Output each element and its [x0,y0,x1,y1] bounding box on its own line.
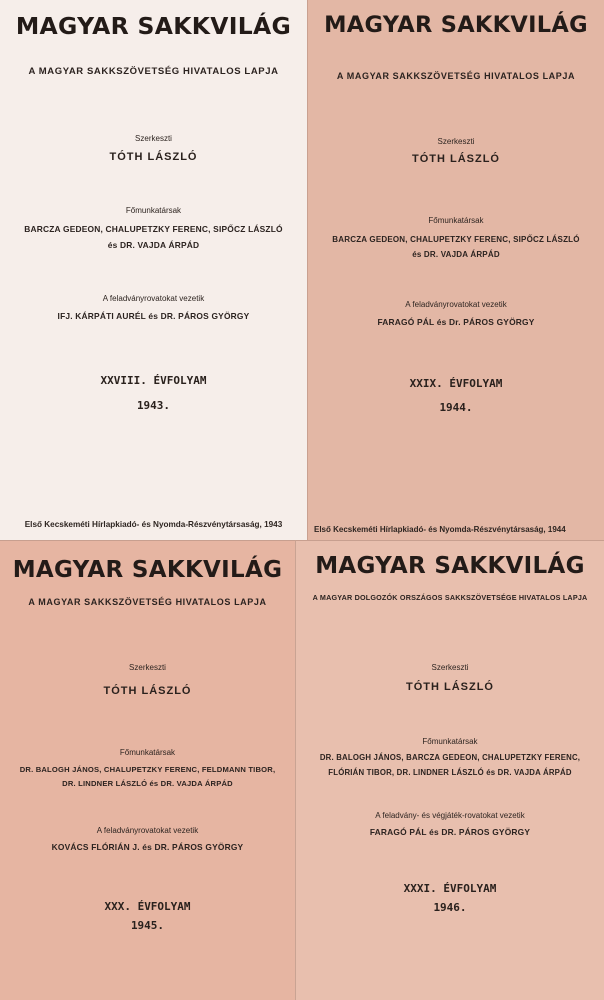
staff-label: Főmunkatársak [422,737,478,746]
volume: XXVIII. ÉVFOLYAM [100,374,207,387]
year: 1944. [439,401,473,414]
staff-line-1: DR. BALOGH JÁNOS, BARCZA GEDEON, CHALUPETZKY FERENC, [319,753,581,762]
volume: XXIX. ÉVFOLYAM [409,377,503,390]
editor-label: Szerkeszti [437,137,475,146]
printer-imprint: Első Kecskeméti Hírlapkiadó- és Nyomda-Részvénytársaság, 1944 [314,525,566,534]
staff-line-1: BARCZA GEDEON, CHALUPETZKY FERENC, SIPŐCZ LÁSZLÓ [24,224,283,234]
staff-line-1: BARCZA GEDEON, CHALUPETZKY FERENC, SIPŐCZ LÁSZLÓ [332,235,580,244]
cover-1945 [0,540,295,1000]
problems-label: A feladványrovatokat vezetik [405,300,507,309]
problems-label: A feladványrovatokat vezetik [96,826,199,835]
cover-1946 [295,540,604,1000]
journal-subtitle: A MAGYAR SAKKSZÖVETSÉG HIVATALOS LAPJA [28,66,279,77]
editor-name: TÓTH LÁSZLÓ [109,151,198,163]
staff-line-1: DR. BALOGH JÁNOS, CHALUPETZKY FERENC, FELDMANN TIBOR, [19,765,276,774]
problems-label: A feladvány- és végjáték-rovatokat vezetik [375,811,525,820]
year: 1945. [130,919,165,932]
editor-name: TÓTH LÁSZLÓ [103,685,192,697]
editor-name: TÓTH LÁSZLÓ [412,153,500,165]
cover-1943 [0,0,307,540]
problems-editors: KOVÁCS FLÓRIÁN J. és DR. PÁROS GYÖRGY [51,842,244,852]
journal-subtitle: A MAGYAR DOLGOZÓK ORSZÁGOS SAKKSZÖVETSÉGE HIVATALOS LAPJA [312,593,588,602]
journal-title: MAGYAR SAKKVILÁG [12,557,283,583]
journal-title: MAGYAR SAKKVILÁG [315,553,585,579]
staff-label: Főmunkatársak [125,206,182,215]
volume: XXXI. ÉVFOLYAM [403,882,497,895]
year: 1946. [433,901,467,914]
staff-line-2: DR. LINDNER LÁSZLÓ és DR. VAJDA ÁRPÁD [62,779,233,788]
staff-label: Főmunkatársak [428,216,484,225]
journal-title: MAGYAR SAKKVILÁG [324,12,588,38]
editor-name: TÓTH LÁSZLÓ [406,681,494,693]
staff-label: Főmunkatársak [119,748,176,757]
editor-label: Szerkeszti [135,134,172,143]
editor-label: Szerkeszti [129,663,166,672]
printer-imprint: Első Kecskeméti Hírlapkiadó- és Nyomda-Részvénytársaság, 1943 [24,520,283,529]
volume: XXX. ÉVFOLYAM [104,900,191,913]
year: 1943. [136,399,171,412]
problems-editors: IFJ. KÁRPÁTI AURÉL és DR. PÁROS GYÖRGY [57,311,250,321]
staff-line-2: és DR. VAJDA ÁRPÁD [412,250,500,259]
problems-editors: FARAGÓ PÁL és DR. PÁROS GYÖRGY [369,827,531,837]
journal-subtitle: A MAGYAR SAKKSZÖVETSÉG HIVATALOS LAPJA [336,71,576,81]
journal-subtitle: A MAGYAR SAKKSZÖVETSÉG HIVATALOS LAPJA [28,597,267,607]
problems-editors: FARAGÓ PÁL és Dr. PÁROS GYÖRGY [377,317,535,327]
editor-label: Szerkeszti [431,663,469,672]
staff-line-2: és DR. VAJDA ÁRPÁD [107,240,200,250]
cover-1944 [307,0,604,540]
problems-label: A feladványrovatokat vezetik [102,294,205,303]
staff-line-2: FLÓRIÁN TIBOR, DR. LINDNER LÁSZLÓ és DR. VAJDA ÁRPÁD [328,768,572,777]
journal-title: MAGYAR SAKKVILÁG [15,12,292,40]
